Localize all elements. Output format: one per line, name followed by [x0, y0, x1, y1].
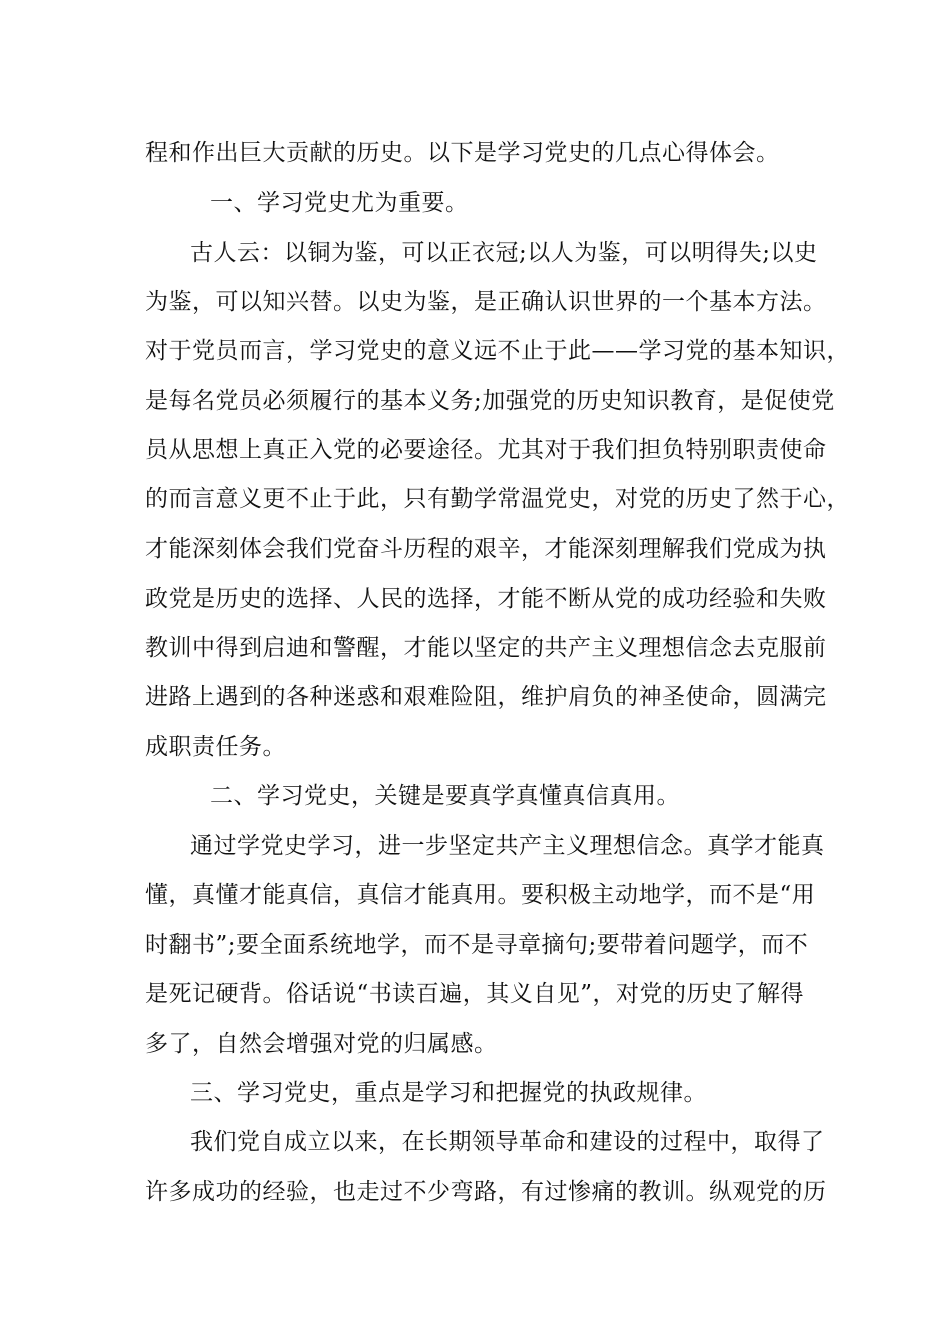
- paragraph-line: 我们党自成立以来，在长期领导革命和建设的过程中，取得了: [190, 1129, 825, 1155]
- paragraph-line: 才能深刻体会我们党奋斗历程的艰辛，才能深刻理解我们党成为执: [145, 536, 827, 562]
- paragraph-line: 进路上遇到的各种迷惑和艰难险阻，维护肩负的神圣使命，圆满完: [145, 684, 827, 710]
- paragraph-line: 是死记硬背。俗话说“书读百遍，其义自见”，对党的历史了解得: [145, 981, 805, 1007]
- paragraph-line: 是每名党员必须履行的基本义务;加强党的历史知识教育，是促使党: [145, 388, 835, 414]
- paragraph-line: 多了，自然会增强对党的归属感。: [145, 1031, 498, 1057]
- paragraph-line: 的而言意义更不止于此，只有勤学常温党史，对党的历史了然于心，: [145, 486, 850, 512]
- paragraph-line: 古人云：以铜为鉴，可以正衣冠;以人为鉴，可以明得失;以史: [190, 240, 818, 266]
- section-heading-1: 一、学习党史尤为重要。: [210, 190, 469, 216]
- paragraph-line: 成职责任务。: [145, 734, 286, 760]
- paragraph-line: 时翻书”;要全面系统地学，而不是寻章摘句;要带着问题学，而不: [145, 932, 809, 958]
- paragraph-line: 许多成功的经验，也走过不少弯路，有过惨痛的教训。纵观党的历: [145, 1179, 827, 1205]
- paragraph-line: 员从思想上真正入党的必要途径。尤其对于我们担负特别职责使命: [145, 437, 827, 463]
- paragraph-line: 懂，真懂才能真信，真信才能真用。要积极主动地学，而不是“用: [145, 882, 816, 908]
- paragraph-line: 对于党员而言，学习党史的意义远不止于此——学习党的基本知识，: [145, 338, 850, 364]
- paragraph-line: 程和作出巨大贡献的历史。以下是学习党史的几点心得体会。: [145, 140, 780, 166]
- paragraph-line: 为鉴，可以知兴替。以史为鉴，是正确认识世界的一个基本方法。: [145, 289, 827, 315]
- section-heading-2: 二、学习党史，关键是要真学真懂真信真用。: [210, 783, 680, 809]
- paragraph-line: 通过学党史学习，进一步坚定共产主义理想信念。真学才能真: [190, 833, 825, 859]
- paragraph-line: 政党是历史的选择、人民的选择，才能不断从党的成功经验和失败: [145, 586, 827, 612]
- paragraph-line: 教训中得到启迪和警醒，才能以坚定的共产主义理想信念去克服前: [145, 635, 827, 661]
- section-heading-3: 三、学习党史，重点是学习和把握党的执政规律。: [190, 1080, 707, 1106]
